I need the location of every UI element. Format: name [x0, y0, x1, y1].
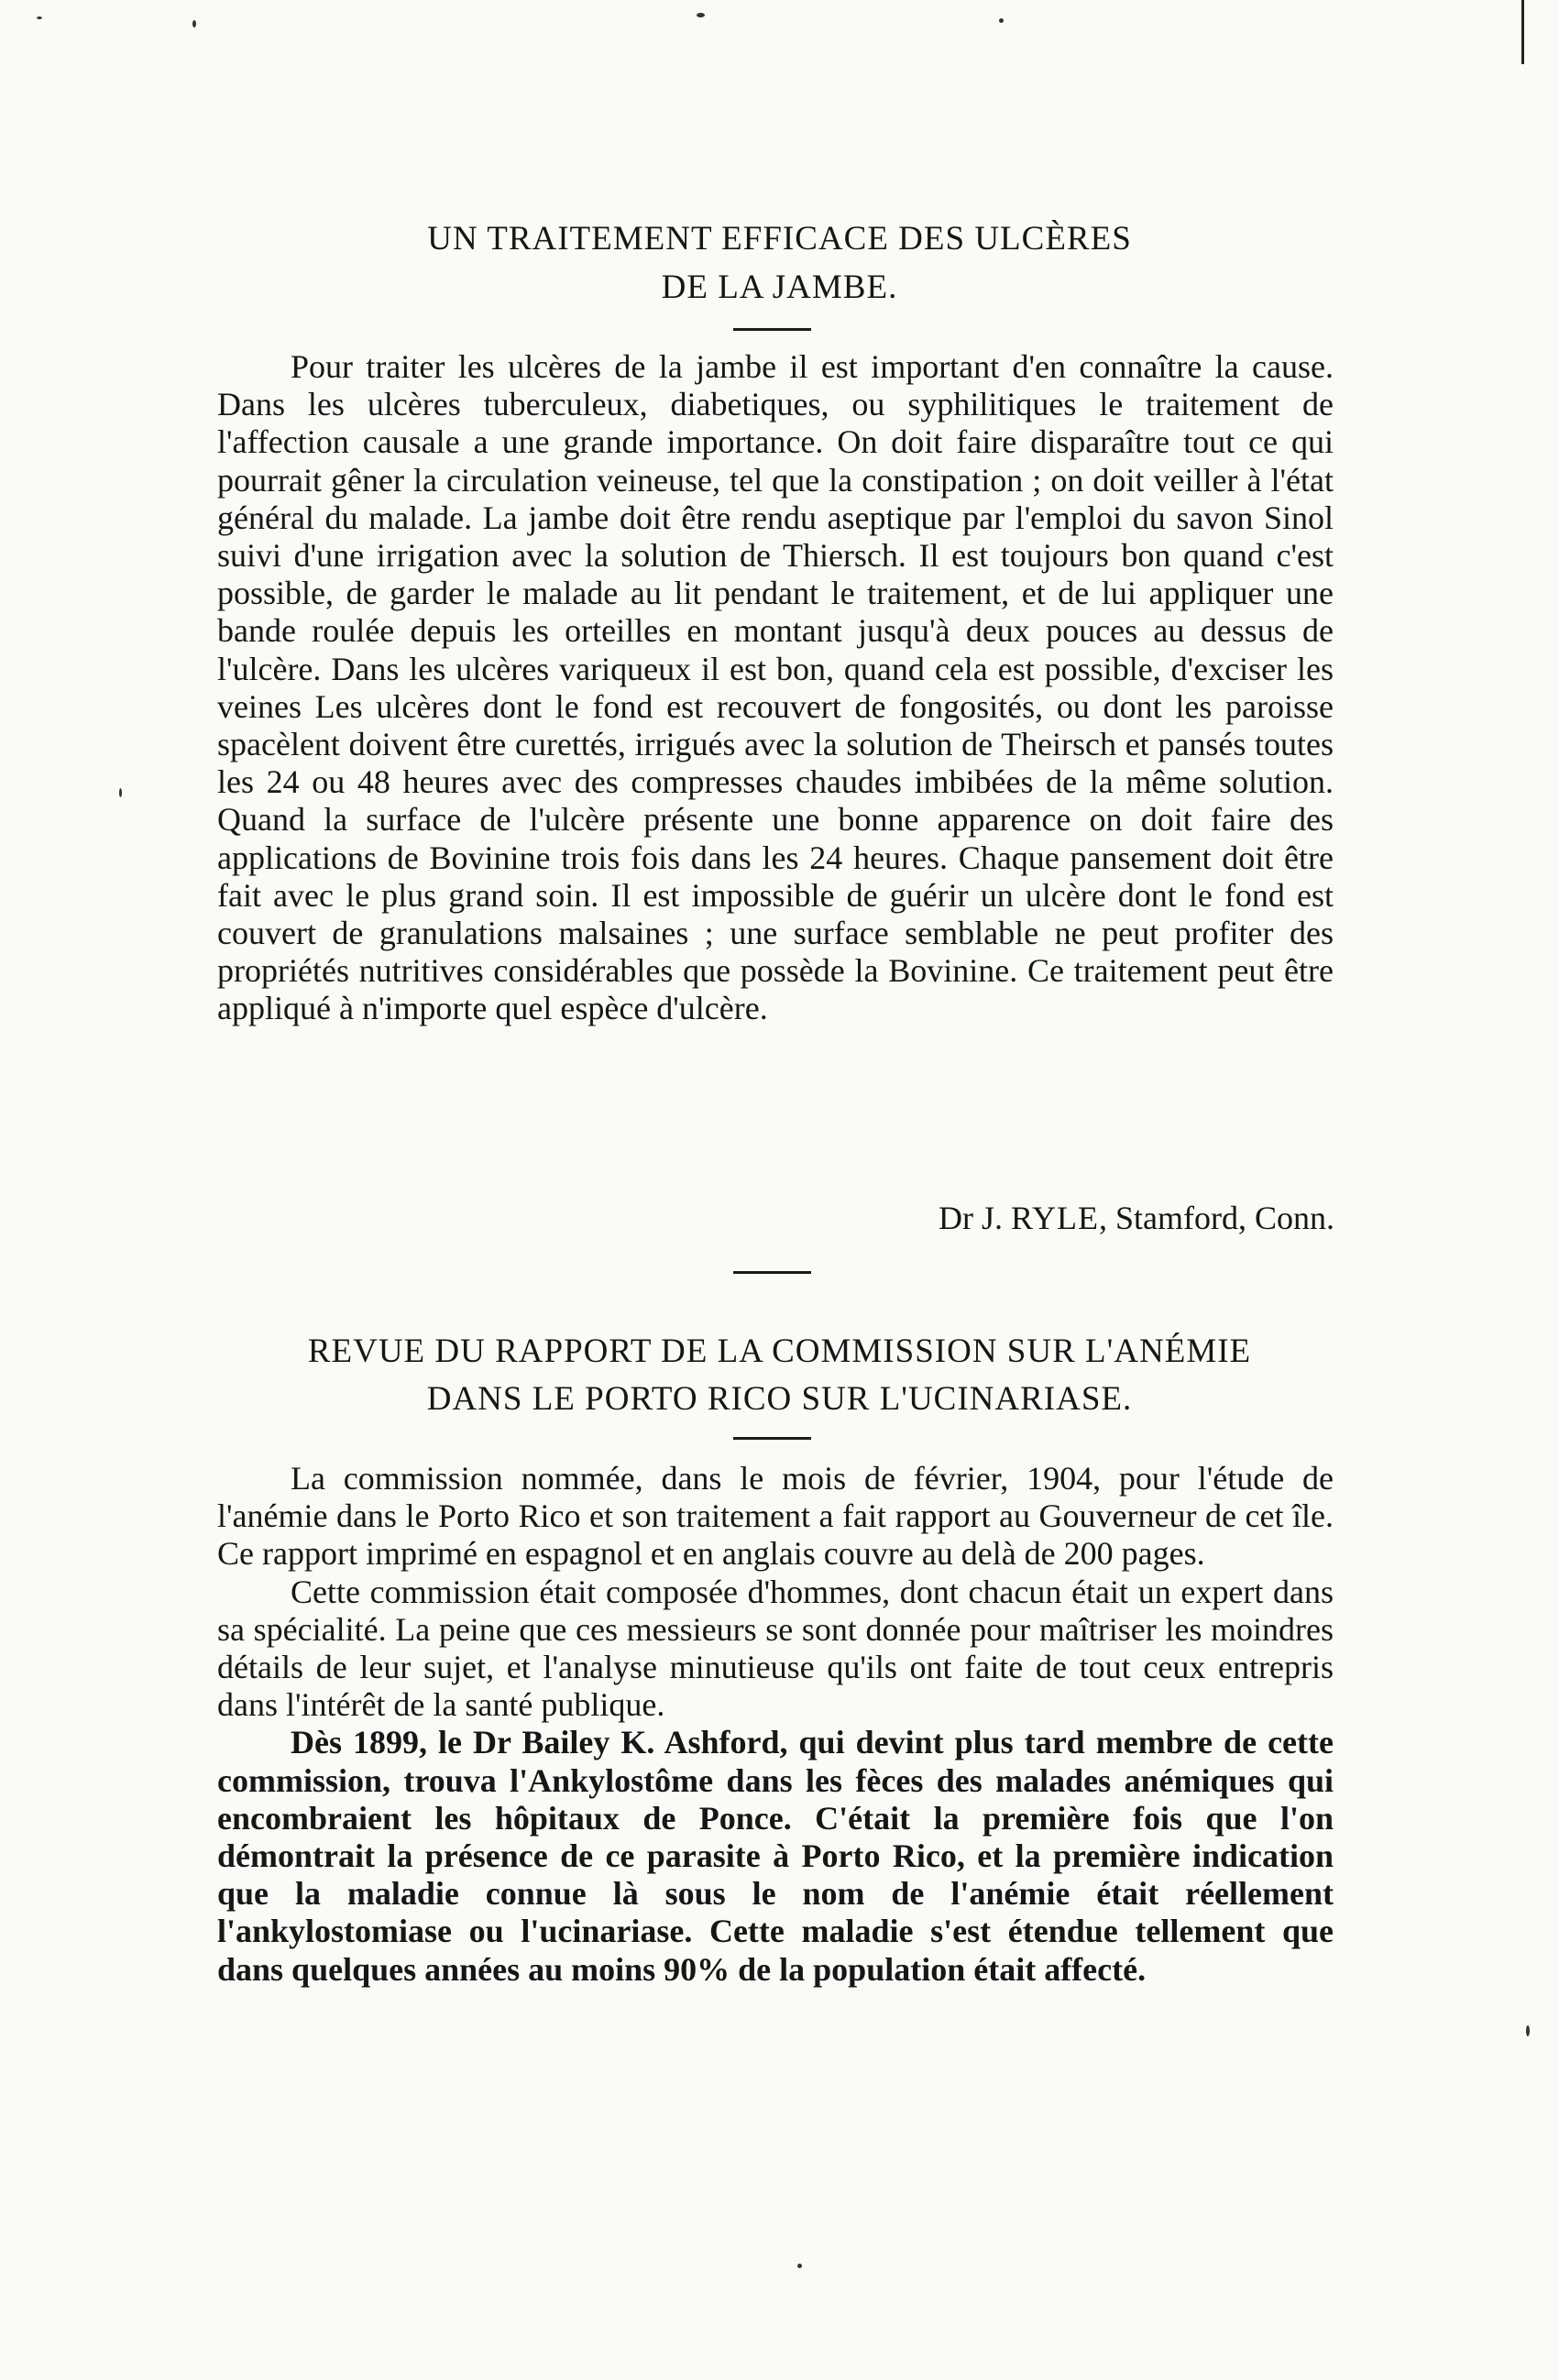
scan-speck: [192, 20, 196, 27]
article1-signature: [939, 1199, 1334, 1237]
article1-title-line1: UN TRAITEMENT EFFICACE DES ULCÈRES: [427, 220, 1132, 258]
signature-place: , Stamford, Conn.: [1099, 1200, 1334, 1236]
article1-paragraph: Pour traiter les ulcères de la jambe il est important d'en connaître la cause. Dans les ulcères tuberculeux, diabetiques, ou syphilitiques le traitement de l'affection causale a une grande importance. On doit faire disparaître tout ce qui pourrait gêner la circulation veineuse, tel que la constipation ; on doit veiller à l'état général du malade. La jambe doit être rendu aseptique par l'emploi du savon Sinol suivi d'une irrigation avec la solution de Thiersch. Il est toujours bon quand c'est possible, de garder le malade au lit pendant le traitement, et de lui appliquer une bande roulée depuis les orteilles en montant jusqu'à deux pouces au dessus de l'ulcère. Dans les ulcères variqueux il est bon, quand cela est possible, d'exciser les veines Les ulcères dont le fond est recouvert de fongosités, ou dont les paroisse spacèlent doivent être curettés, irrigués avec la solution de Theirsch et pansés toutes les 24 ou 48 heures avec des compresses chaudes imbibées de la même solution. Quand la surface de l'ulcère présente une bonne apparence on doit faire des applications de Bovinine trois fois dans les 24 heures. Chaque pansement doit être fait avec le plus grand soin. Il est impossible de guérir un ulcère dont le fond est couvert de granulations malsaines ; une surface semblable ne peut profiter des propriétés nutritives considérables que possède la Bovinine. Ce traitement peut être appliqué à n'importe quel espèce d'ulcère.: [217, 348, 1334, 1027]
article2-title-rule: [733, 1437, 811, 1440]
article1-title-rule: [733, 328, 811, 331]
article2-title-line2: DANS LE PORTO RICO SUR L'UCINARIASE.: [426, 1380, 1133, 1418]
scan-speck: [797, 2264, 802, 2268]
article2-paragraph-2: Cette commission était composée d'hommes, dont chacun était un expert dans sa spécialité. La peine que ces messieurs se sont donnée pour maîtriser les moindres détails de leur sujet, et l'analyse minutieuse qu'ils ont faite de tout ceux entrepris dans l'intérêt de la santé publique.: [217, 1573, 1334, 1724]
signature-name: RYLE: [1010, 1200, 1099, 1236]
scan-speck: [1526, 2025, 1530, 2036]
article1-title-line2: DE LA JAMBE.: [661, 269, 898, 306]
section-separator-rule: [733, 1271, 811, 1274]
scan-speck: [697, 13, 705, 17]
signature-prefix: Dr J.: [938, 1200, 1003, 1236]
article2-paragraph-3: Dès 1899, le Dr Bailey K. Ashford, qui devint plus tard membre de cette commission, trouva l'Ankylostôme dans les fèces des malades anémiques qui encombraient les hôpitaux de Ponce. C'était la première fois que l'on démontrait la présence de ce parasite à Porto Rico, et la première indication que la maladie connue là sous le nom de l'anémie était réellement l'ankylostomiase ou l'ucinariase. Cette maladie s'est étendue tellement que dans quelques années au moins 90% de la population était affecté.: [217, 1724, 1334, 1988]
article2-body: [217, 1460, 1334, 1989]
scan-speck: [37, 16, 42, 19]
article1-body: [217, 348, 1334, 1028]
article2-paragraph-1: La commission nommée, dans le mois de février, 1904, pour l'étude de l'anémie dans le Porto Rico et son traitement a fait rapport au Gouverneur de cet île. Ce rapport imprimé en espagnol et en anglais couvre au delà de 200 pages.: [217, 1460, 1334, 1573]
scan-edge-mark: [1521, 0, 1524, 64]
scan-speck: [999, 18, 1004, 23]
scan-speck: [119, 788, 122, 797]
article2-title-line1: REVUE DU RAPPORT DE LA COMMISSION SUR L'ANÉMIE: [307, 1333, 1252, 1370]
